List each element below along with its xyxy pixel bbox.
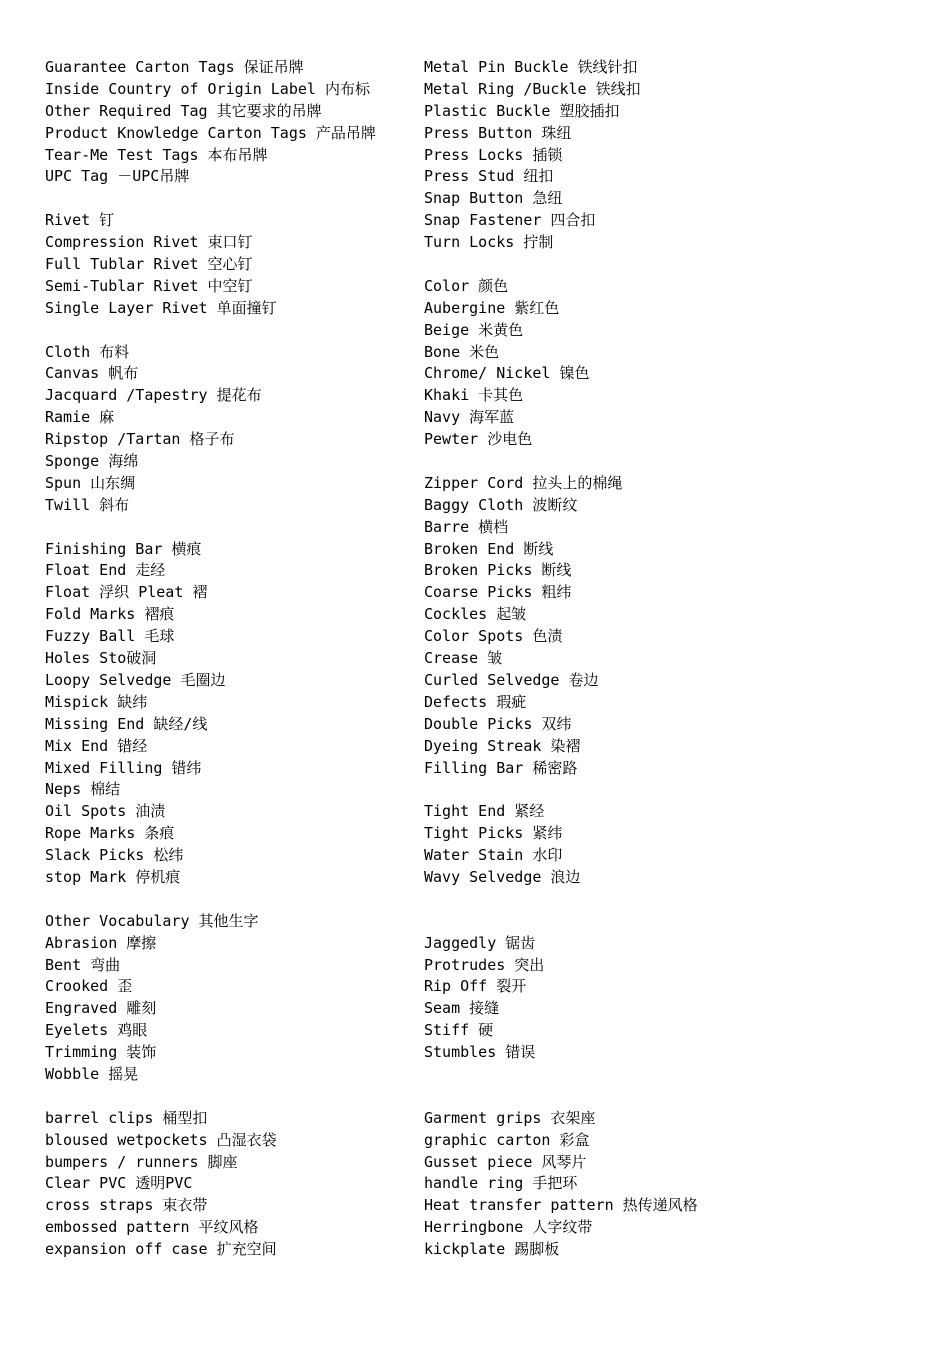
term-line: Spun 山东绸: [45, 473, 136, 492]
term-line: Compression Rivet 束口钉: [45, 233, 253, 252]
term-line: Fold Marks 褶痕: [45, 605, 175, 624]
term-line: Abrasion 摩擦: [45, 933, 157, 952]
term-line: Snap Fastener 四合扣: [424, 211, 596, 230]
term-line: Eyelets 鸡眼: [45, 1021, 148, 1040]
term-line: Garment grips 衣架座: [424, 1108, 596, 1127]
term-line: Metal Pin Buckle 铁线针扣: [424, 58, 638, 76]
blank-line: [424, 1086, 924, 1108]
term-line: Broken End 断线: [424, 539, 554, 558]
term-line: Mispick 缺纬: [45, 692, 148, 711]
term-line: Cockles 起皱: [424, 605, 527, 624]
blank-line: [45, 517, 415, 539]
term-line: Loopy Selvedge 毛圈边: [45, 670, 226, 689]
term-line: barrel clips 桶型扣: [45, 1108, 208, 1127]
term-line: Chrome/ Nickel 镍色: [424, 364, 590, 383]
term-line: Rip Off 裂开: [424, 977, 527, 996]
blank-line: [45, 188, 415, 210]
term-line: Khaki 卡其色: [424, 386, 524, 405]
term-line: Broken Picks 断线: [424, 561, 572, 580]
term-line: Crease 皱: [424, 649, 503, 668]
term-line: graphic carton 彩盒: [424, 1130, 590, 1149]
term-line: Oil Spots 油渍: [45, 802, 166, 821]
term-line: Sponge 海绵: [45, 452, 139, 471]
term-line: Ripstop /Tartan 格子布: [45, 430, 235, 449]
term-line: Slack Picks 松纬: [45, 846, 184, 865]
term-line: Stumbles 错误: [424, 1043, 536, 1062]
term-line: Inside Country of Origin Label 内布标: [45, 79, 370, 98]
term-line: Wobble 摇晃: [45, 1064, 139, 1083]
blank-line: [424, 254, 924, 276]
term-line: Double Picks 双纬: [424, 714, 572, 733]
term-line: Curled Selvedge 卷边: [424, 670, 599, 689]
term-line: Guarantee Carton Tags 保证吊牌: [45, 58, 304, 76]
term-line: bumpers / runners 脚座: [45, 1152, 238, 1171]
term-line: Defects 瑕疵: [424, 692, 527, 711]
blank-line: [424, 889, 924, 911]
term-line: Press Locks 插锁: [424, 145, 563, 164]
term-line: Holes Sto破洞: [45, 649, 157, 668]
term-line: Trimming 装饰: [45, 1043, 157, 1062]
term-line: Coarse Picks 粗纬: [424, 583, 572, 602]
term-line: Mix End 错经: [45, 736, 148, 755]
term-line: Other Vocabulary 其他生字: [45, 911, 259, 930]
term-line: Jaggedly 锯齿: [424, 933, 536, 952]
blank-line: [424, 911, 924, 933]
term-line: Jacquard /Tapestry 提花布: [45, 386, 262, 405]
term-line: Snap Button 急纽: [424, 189, 563, 208]
term-line: Metal Ring /Buckle 铁线扣: [424, 79, 641, 98]
term-line: Bone 米色: [424, 342, 500, 361]
term-line: Product Knowledge Carton Tags 产品吊牌: [45, 123, 376, 142]
term-line: Filling Bar 稀密路: [424, 758, 578, 777]
term-line: Color 颜色: [424, 276, 509, 295]
term-line: Engraved 雕刻: [45, 999, 157, 1018]
term-line: Tight Picks 紧纬: [424, 824, 563, 843]
term-line: Ramie 麻: [45, 408, 115, 427]
blank-line: [424, 779, 924, 801]
term-line: Single Layer Rivet 单面撞钉: [45, 298, 277, 317]
term-line: Twill 斜布: [45, 495, 130, 514]
term-line: Missing End 缺经/线: [45, 714, 208, 733]
term-line: Gusset piece 风琴片: [424, 1152, 587, 1171]
term-line: Herringbone 人字纹带: [424, 1218, 593, 1237]
term-line: Cloth 布料: [45, 342, 130, 361]
blank-line: [45, 889, 415, 911]
term-line: Rope Marks 条痕: [45, 824, 175, 843]
blank-line: [424, 451, 924, 473]
term-line: UPC Tag －UPC吊牌: [45, 167, 190, 186]
term-line: Aubergine 紫红色: [424, 298, 560, 317]
term-line: Zipper Cord 拉头上的棉绳: [424, 473, 623, 492]
term-line: Semi-Tublar Rivet 中空钉: [45, 276, 253, 295]
term-line: Protrudes 突出: [424, 955, 545, 974]
blank-line: [45, 320, 415, 342]
term-line: Float End 走经: [45, 561, 166, 580]
term-line: Canvas 帆布: [45, 364, 139, 383]
blank-line: [424, 1064, 924, 1086]
term-line: Crooked 歪: [45, 977, 133, 996]
term-line: Float 浮织 Pleat 褶: [45, 583, 208, 602]
term-line: handle ring 手把环: [424, 1174, 578, 1193]
term-line: Mixed Filling 错纬: [45, 758, 202, 777]
term-line: Press Button 珠纽: [424, 123, 572, 142]
term-line: Neps 棉结: [45, 780, 121, 799]
term-line: Other Required Tag 其它要求的吊牌: [45, 101, 322, 120]
term-line: Fuzzy Ball 毛球: [45, 627, 175, 646]
term-line: Baggy Cloth 波断纹: [424, 495, 578, 514]
term-line: Plastic Buckle 塑胶插扣: [424, 101, 620, 120]
term-line: kickplate 踢脚板: [424, 1240, 560, 1259]
term-line: Seam 接缝: [424, 999, 500, 1018]
term-line: Tight End 紧经: [424, 802, 545, 821]
term-line: Barre 横档: [424, 517, 509, 536]
term-line: Full Tublar Rivet 空心钉: [45, 255, 253, 274]
term-line: expansion off case 扩充空间: [45, 1240, 277, 1259]
term-line: Wavy Selvedge 浪边: [424, 867, 581, 886]
term-line: Press Stud 纽扣: [424, 167, 554, 186]
term-line: Stiff 硬: [424, 1021, 494, 1040]
term-line: Pewter 沙电色: [424, 430, 533, 449]
term-line: bloused wetpockets 凸湿衣袋: [45, 1130, 277, 1149]
right-column: [424, 57, 924, 1261]
term-line: Clear PVC 透明PVC: [45, 1174, 193, 1193]
term-line: Heat transfer pattern 热传递风格: [424, 1196, 698, 1215]
term-line: embossed pattern 平纹风格: [45, 1218, 259, 1237]
term-line: Color Spots 色渍: [424, 627, 563, 646]
term-line: stop Mark 停机痕: [45, 867, 181, 886]
term-line: Tear-Me Test Tags 本布吊牌: [45, 145, 268, 164]
term-line: Dyeing Streak 染褶: [424, 736, 581, 755]
term-line: Rivet 钉: [45, 211, 115, 230]
term-line: Bent 弯曲: [45, 955, 121, 974]
term-line: Navy 海军蓝: [424, 408, 515, 427]
term-line: Water Stain 水印: [424, 846, 563, 865]
term-line: cross straps 束衣带: [45, 1196, 208, 1215]
term-line: Turn Locks 拧制: [424, 233, 554, 252]
blank-line: [45, 1086, 415, 1108]
left-column: [45, 57, 415, 1261]
term-line: Finishing Bar 横痕: [45, 539, 202, 558]
term-line: Beige 米黄色: [424, 320, 524, 339]
